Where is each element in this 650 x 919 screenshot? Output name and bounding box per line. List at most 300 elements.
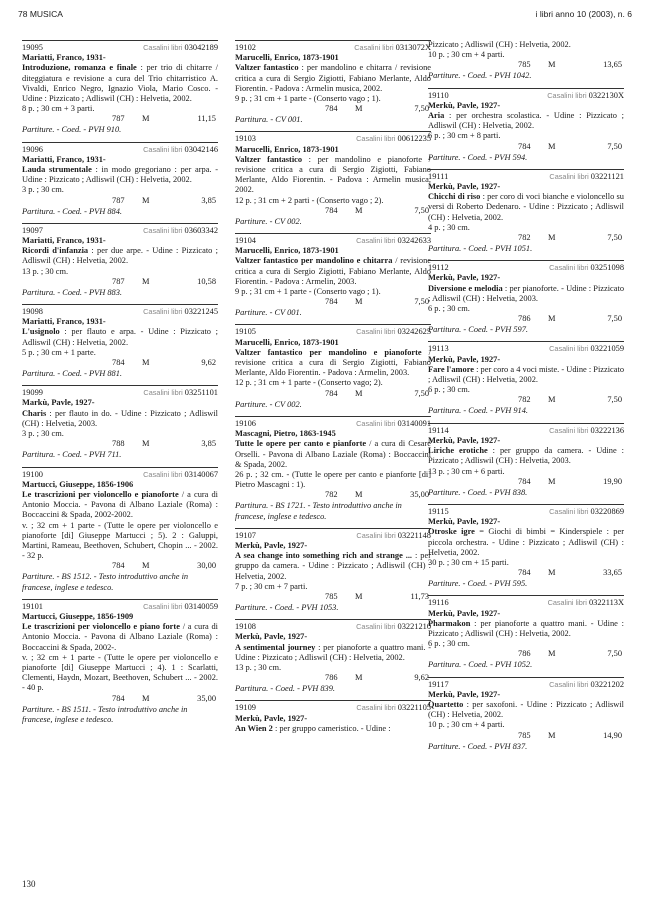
source-line [549,344,624,354]
entry-description [428,111,624,131]
entry-physical-description: 26 p. ; 32 cm. - (Tutte le opere per canto e pianforte [di] Pietro Mascagni : 1). [235,469,431,490]
entry-notes: Partiture. - Coed. - PVH 1053. [235,602,339,612]
media-code: M [548,314,556,324]
source-line [143,145,218,155]
entry-imprint: / revisione critica a cura di Sergio Zigiotti, Fabiano Merlante, Aldo Fiorentin. - Padova : Armelin, 2003. [235,347,432,378]
source-line [549,172,624,182]
entry-description [235,63,431,94]
entry-id-line [428,263,624,273]
entry-description [22,409,218,429]
source-label: Casalini libri [549,506,589,516]
entry-physical-description: 13 p. ; 30 cm. [22,266,69,276]
entry-classification [428,649,624,660]
entry-title: Diversione e melodia [428,283,503,293]
source-line [143,43,218,53]
entry-physical-description: 30 p. ; 30 cm + 15 parti. [428,557,509,567]
entry-title: Le trascrizioni per violoncello e piano forte [22,622,180,632]
entry-author: Merkù, Pavle, 1927- [428,435,501,445]
entry-author: Markù, Pavle, 1927- [22,398,95,408]
entry-id-line [235,236,431,246]
media-code: M [355,388,363,398]
entry-price: 7,50 [414,205,429,215]
journal-title: i libri anno 10 (2003), n. 6 [535,9,632,19]
source-line [549,680,624,690]
entry-number: 19104 [235,236,256,246]
entry-title: Otroske igre [428,527,475,537]
source-label: Casalini libri [143,144,183,154]
source-line [356,703,431,713]
catalog-entry [235,700,431,734]
catalog-entry [22,223,218,298]
catalog-entry [22,142,218,217]
source-line [356,236,431,246]
entry-number: 19109 [235,703,256,713]
entry-price: 7,50 [414,297,429,307]
entry-author: Mascagni, Pietro, 1863-1945 [235,429,336,439]
entry-classification [22,196,218,207]
entry-price: 14,90 [603,730,622,740]
entry-price: 7,50 [607,233,622,243]
dewey-number: 787 [112,195,125,205]
catalog-entry [22,304,218,379]
entry-author: Marucelli, Enrico, 1873-1901 [235,337,339,347]
entry-title: Pharmakon [428,618,471,628]
entry-title: Quartetto [428,699,464,709]
entry-description [235,256,431,287]
entry-author: Marucelli, Enrico, 1873-1901 [235,144,339,154]
entry-notes: Partitura. - Coed. - PVH 881. [22,369,123,379]
source-code: 03221105 [397,703,431,713]
entry-title: L'usignolo [22,327,60,337]
source-code: 03603342 [184,225,218,235]
source-code: 03220869 [590,506,624,516]
dewey-number: 785 [518,60,531,70]
source-label: Casalini libri [549,171,589,181]
entry-price: 7,50 [607,314,622,324]
entry-imprint: : per flauto e arpa. - Udine : Pizzicato ; Adliswil (CH) : Helvetia, 2002. [22,327,218,347]
entry-title: Tutte le opere per canto e pianforte [235,439,367,449]
dewey-number: 784 [112,561,125,571]
dewey-number: 784 [112,358,125,368]
media-code: M [142,439,150,449]
entry-author: Marucelli, Enrico, 1873-1901 [235,53,339,63]
source-label: Casalini libri [356,418,396,428]
section-title: 78 MUSICA [18,9,63,19]
media-code: M [355,673,363,683]
entry-id-line [235,703,431,713]
entry-description [428,446,624,466]
entry-price: 9,62 [414,673,429,683]
entry-notes: Partitura. - Coed. - PVH 839. [235,684,336,694]
entry-price: 7,50 [414,104,429,114]
entry-notes: Partiture. - Coed. - PVH 838. [428,487,528,497]
entry-price: 3,85 [201,439,216,449]
entry-price: 11,15 [197,114,216,124]
entry-imprint: : per pianoforte. - Udine : Pizzicato ; Adliswil (CH) : Helvetia, 2003. [428,283,625,303]
entry-author: Merkù, Pavle, 1927- [428,100,501,110]
entry-price: 3,85 [201,195,216,205]
source-label: Casalini libri [549,263,589,273]
entry-physical-description: 3 p. ; 30 cm. [22,185,64,195]
media-code: M [355,104,363,114]
entry-notes: Partitura. - CV 001. [235,115,303,125]
entry-id-line [428,91,624,101]
entry-description [235,643,431,663]
source-label: Casalini libri [143,388,183,398]
entry-description [235,348,431,379]
entry-notes: Partiture. - Coed. - PVH 910. [22,125,122,135]
catalog-entry [235,324,431,409]
entry-classification [428,233,624,244]
dewey-number: 787 [112,276,125,286]
entry-title: A sea change into something rich and strange ... [235,551,413,561]
source-label: Casalini libri [549,344,589,354]
entry-title: Fare l'amore [428,364,474,374]
entry-description [428,192,624,223]
entry-physical-description: 10 p. ; 30 cm + 4 parti. [428,720,505,730]
source-line [549,426,624,436]
dewey-number: 786 [325,673,338,683]
entry-number: 19101 [22,601,43,611]
media-code: M [548,476,556,486]
source-line [143,470,218,480]
source-code: 03222136 [590,425,624,435]
entry-author: Mariatti, Franco, 1931- [22,154,106,164]
entry-author: Merkù, Pavle, 1927- [235,713,308,723]
source-code: 03221245 [184,307,218,317]
entry-description [22,165,218,185]
media-code: M [142,358,150,368]
source-code: 03221121 [590,171,624,181]
dewey-number: 784 [325,297,338,307]
entry-id-line [235,622,431,632]
source-label: Casalini libri [356,622,396,632]
source-code: 0313072X [395,43,431,52]
dewey-number: 784 [112,693,125,703]
entry-classification [235,389,431,400]
media-code: M [142,561,150,571]
entry-number: 19100 [22,469,43,479]
column-3 [428,40,624,758]
entry-number: 19097 [22,225,43,235]
entry-imprint: Pizzicato ; Adliswil (CH) : Helvetia, 2002. [428,40,571,49]
entry-title: An Wien 2 [235,723,273,733]
source-code: 03042146 [184,144,218,154]
dewey-number: 782 [325,490,338,500]
entry-title: Chicchi di riso [428,192,481,202]
entry-notes: Partiture. - Coed. - PVH 1042. [428,71,532,81]
entry-title: A sentimental journey [235,642,316,652]
entry-description [428,365,624,385]
dewey-number: 784 [325,388,338,398]
entry-notes: Partitura. - Coed. - PVH 711. [22,450,122,460]
entry-classification [235,297,431,308]
entry-title: Le trascrizioni per violoncello e pianoforte [22,489,179,499]
entry-physical-description: v. ; 32 cm + 1 parte - (Tutte le opere per violoncello e pianoforte [di] Giuseppe Martucci ; 4). 1 : Scarlatti, Clementi, Haydn, Mozart, Beethoven, Schubert ... - 2002. - 40 p. [22,652,218,693]
entry-title: Valtzer fantastico per mandolino e pianoforte [235,347,422,357]
column-2 [235,40,431,740]
entry-notes: Partiture. - CV 002. [235,399,302,409]
catalog-entry [428,169,624,254]
entry-price: 35,00 [410,490,429,500]
source-label: Casalini libri [356,236,396,246]
entry-author: Merkù, Pavle, 1927- [428,608,501,618]
entry-author: Merkù, Pavle, 1927- [428,273,501,283]
column-1 [22,40,218,731]
dewey-number: 785 [325,591,338,601]
entry-author: Merkù, Pavle, 1927- [428,517,501,527]
entry-imprint: : per flauto in do. - Udine : Pizzicato ; Adliswil (CH) : Helvetia, 2003. [22,408,218,428]
media-code: M [142,693,150,703]
media-code: M [548,60,556,70]
entry-classification [428,60,624,71]
source-line [549,263,624,273]
entry-id-line [428,598,624,608]
entry-classification [235,490,431,501]
entry-price: 19,90 [603,476,622,486]
source-label: Casalini libri [143,43,183,52]
entry-title: Lauda strumentale [22,165,92,175]
entry-description [22,327,218,347]
source-code: 03140059 [184,601,218,611]
dewey-number: 784 [518,141,531,151]
entry-physical-description: 9 p. ; 31 cm + 1 parte - (Conserto vago ; 1). [235,287,381,297]
entry-classification [235,592,431,603]
entry-description [22,490,218,521]
media-code: M [355,591,363,601]
entry-number: 19096 [22,144,43,154]
entry-id-line [428,172,624,182]
entry-notes: Partitura. - BS 1721. - Testo introduttivo anche in francese, inglese e tedesco. [235,501,402,521]
entry-physical-description: 6 p. ; 30 cm. [428,385,470,395]
entry-classification [428,731,624,742]
source-line [548,598,624,608]
source-code: 00612235 [397,134,431,144]
entry-imprint: : per orchestra scolastica. - Udine : Pizzicato ; Adliswil (CH) : Helvetia, 2002. [428,111,624,131]
media-code: M [548,568,556,578]
source-line [356,419,431,429]
catalog-entry [22,385,218,460]
entry-description [428,284,624,304]
entry-description [235,551,431,582]
entry-id-line [235,327,431,337]
source-line [356,134,431,144]
source-code: 03042189 [184,43,218,52]
entry-notes: Partiture. - CV 001. [235,308,302,318]
source-label: Casalini libri [143,601,183,611]
source-code: 03251098 [590,263,624,273]
media-code: M [355,205,363,215]
entry-title: Valtzer fantastico per mandolino e chitarra [235,256,393,266]
entry-physical-description: 10 p. ; 30 cm + 4 parti. [428,50,505,60]
source-label: Casalini libri [356,530,396,540]
entry-physical-description: 5 p. ; 30 cm + 1 parte. [22,347,96,357]
entry-number: 19113 [428,344,449,354]
entry-imprint: / a cura di Antonio Moccia. - Pavona di Albano Laziale (Roma) : Boccaccini & Spada, 2002-2002. [22,489,218,520]
entry-id-line [428,344,624,354]
source-line [143,388,218,398]
entry-title: Charis [22,408,47,418]
source-label: Casalini libri [354,43,394,52]
entry-notes: Partitura. - Coed. - PVH 597. [428,325,529,335]
source-code: 0322130X [588,90,624,100]
source-line [549,507,624,517]
entry-number: 19105 [235,327,256,337]
entry-number: 19115 [428,506,449,516]
source-label: Casalini libri [547,90,587,100]
entry-number: 19116 [428,598,449,608]
entry-description [22,622,218,653]
entry-description [428,619,624,639]
entry-id-line [22,388,218,398]
catalog-entry [428,595,624,670]
entry-notes: Partitura. - Coed. - PVH 884. [22,206,123,216]
entry-author: Merkù, Pavle, 1927- [235,540,308,550]
entry-id-line [428,680,624,690]
entry-id-line [235,134,431,144]
entry-classification [235,206,431,217]
entry-author: Marucelli, Enrico, 1873-1901 [235,246,339,256]
entry-author: Martucci, Giuseppe, 1856-1909 [22,611,134,621]
entry-imprint: : per pianoforte a quattro mani. - Udine : Pizzicato ; Adliswil (CH) : Helvetia, 2002. [235,642,431,662]
entry-classification [235,104,431,115]
catalog-entry [235,40,431,125]
source-line [356,622,431,632]
entry-author: Martucci, Giuseppe, 1856-1906 [22,479,134,489]
entry-imprint: / a cura di Cesare Orselli. - Pavona di Albano Laziale (Roma) : Boccaccini & Spada, 2002. [235,439,431,469]
entry-imprint: : in modo gregoriano : per arpa. - Udine : Pizzicato ; Adliswil (CH) : Helvetia, 2002. [22,165,219,185]
entry-imprint: : per coro a 4 voci miste. - Udine : Pizzicato ; Adliswil (CH) : Helvetia, 2002. [428,364,625,385]
entry-imprint: : per gruppo cameristico. - Udine : [272,723,391,733]
dewey-number: 786 [518,649,531,659]
entry-price: 7,50 [607,649,622,659]
entry-number: 19110 [428,90,449,100]
entry-number: 19108 [235,622,256,632]
entry-number: 19102 [235,43,256,52]
entry-imprint: / revisione critica a cura di Sergio Zigiotti, Fabiano Merlante, Aldo Fiorentin. - Padova : Armelin, 2003. [235,256,431,286]
dewey-number: 788 [112,439,125,449]
entry-price: 10,58 [197,276,216,286]
dewey-number: 782 [518,233,531,243]
entry-imprint: : per due arpe. - Udine : Pizzicato ; Adliswil (CH) : Helvetia, 2002. [22,246,218,266]
catalog-entry [235,416,431,522]
catalog-entry [428,504,624,589]
media-code: M [548,141,556,151]
entry-id-line [22,602,218,612]
entry-imprint: : per coro di voci bianche e violoncello su versi di Roberto Dedenaro. - Udine : Pizzicato ; Adliswil (CH) : Helvetia, 2002. [428,192,624,222]
entry-title: Valtzer fantastico [235,63,299,73]
entry-author: Merkù, Pavle, 1927- [428,689,501,699]
entry-number: 19111 [428,171,449,181]
dewey-number: 785 [518,730,531,740]
entry-physical-description: 12 p. ; 31 cm + 1 parte - (Conserto vago; 2). [235,378,383,388]
entry-physical-description: 8 p. ; 30 cm + 3 parti. [22,104,95,114]
source-code: 03242633 [397,236,431,246]
media-code: M [548,649,556,659]
catalog-entry [428,341,624,416]
media-code: M [355,490,363,500]
catalog-entry [22,599,218,725]
entry-price: 33,65 [603,568,622,578]
entry-price: 7,50 [607,141,622,151]
entry-description [22,246,218,266]
entry-number: 19112 [428,263,449,273]
entry-title: Introduzione, romanza e finale [22,63,137,73]
entry-classification [22,561,218,572]
entry-notes: Partiture. - Coed. - PVH 595. [428,579,528,589]
entry-physical-description: 13 p. ; 30 cm. [235,662,282,672]
entry-number: 19107 [235,530,256,540]
entry-author: Merkù, Pavle, 1927- [235,632,308,642]
entry-id-line [22,470,218,480]
media-code: M [355,297,363,307]
catalog-entry [428,40,624,82]
entry-classification [22,358,218,369]
entry-notes: Partiture. - Coed. - PVH 837. [428,741,528,751]
entry-physical-description: 4 p. ; 30 cm. [428,222,470,232]
source-line [143,307,218,317]
entry-imprint: = Giochi di bimbi = Kinderspiele : per piccola orchestra. - Udine : Pizzicato ; Adliswil (CH) : Helvetia, 2002. [428,527,624,557]
catalog-entry [235,233,431,318]
entry-number: 19095 [22,43,43,52]
source-line [143,226,218,236]
entry-title: Valtzer fantastico [235,154,303,164]
entry-notes: Partiture. - CV 002. [235,216,302,226]
entry-id-line [428,426,624,436]
source-line [354,43,431,53]
entry-imprint: : per mandolino e pianoforte / revisione critica a cura di Sergio Zigiotti, Fabiano Merlante, Aldo Fiorentin. - Padova : Armelin musica, 2002. [235,154,431,195]
dewey-number: 784 [325,104,338,114]
entry-description [235,724,431,734]
source-label: Casalini libri [143,307,183,317]
entry-price: 9,62 [201,358,216,368]
catalog-entry [235,528,431,613]
entry-physical-description: 6 p. ; 30 cm. [428,639,470,649]
entry-notes: Partiture. - Coed. - PVH 594. [428,152,528,162]
entry-notes: Partitura. - Coed. - PVH 1051. [428,244,533,254]
dewey-number: 782 [518,395,531,405]
entry-physical-description: 12 p. ; 31 cm + 2 parti - (Conserto vago ; 2). [235,195,384,205]
entry-imprint: : per pianoforte a quattro mani. - Udine : Pizzicato ; Adliswil (CH) : Helvetia, 2002. [428,618,624,638]
media-code: M [548,730,556,740]
entry-id-line [22,307,218,317]
catalog-entry [428,260,624,335]
source-line [143,602,218,612]
dewey-number: 787 [112,114,125,124]
entry-id-line [235,43,431,53]
source-code: 03140067 [184,469,218,479]
entry-notes: Partitura. - Coed. - PVH 1052. [428,660,533,670]
page-number: 130 [22,879,36,889]
entry-classification [428,142,624,153]
entry-description [22,63,218,104]
entry-physical-description: v. ; 32 cm + 1 parte - (Tutte le opere per violoncello e pianoforte [di] Giuseppe Martucci ; 5). 2 : Galuppi, Martini, Rameau, Beethoven, Schubert, Chopin ... - 2002. - 32 p. [22,520,218,561]
entry-physical-description: 13 p. ; 30 cm + 6 parti. [428,466,505,476]
source-code: 03251101 [184,388,218,398]
entry-id-line [428,507,624,517]
entry-id-line [22,145,218,155]
source-label: Casalini libri [356,327,396,337]
source-line [356,327,431,337]
entry-description [235,155,431,196]
media-code: M [142,195,150,205]
entry-title: Ricordi d'infanzia [22,246,89,256]
entry-title: Aria [428,111,445,121]
entry-imprint: : per mandolino e chitarra / revisione critica a cura di Sergio Zigiotti, Fabiano Merlante, Aldo Fiorentin. - Padova : Armelin musica, 2002. [235,63,431,93]
entry-physical-description: 7 p. ; 30 cm + 7 parti. [235,581,308,591]
source-label: Casalini libri [143,469,183,479]
entry-author: Merkù, Pavle, 1927- [428,354,501,364]
